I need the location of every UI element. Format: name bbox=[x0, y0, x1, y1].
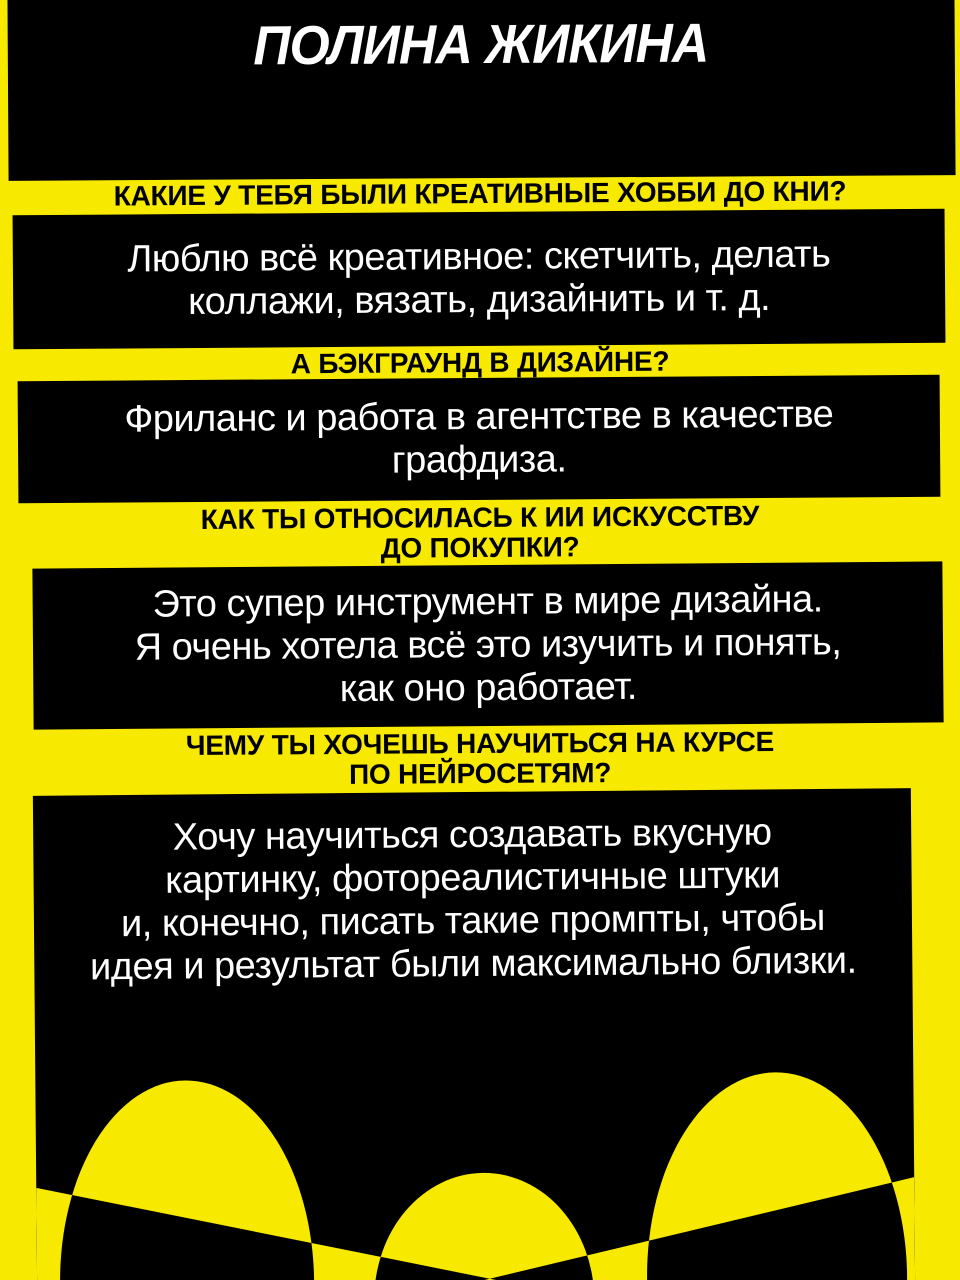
answer-block-3 bbox=[32, 561, 943, 729]
question-label-4: ЧЕМУ ТЫ ХОЧЕШЬ НАУЧИТЬСЯ НА КУРСЕ ПО НЕЙРОСЕТЯМ? bbox=[185, 725, 775, 790]
question-label-3: КАК ТЫ ОТНОСИЛАСЬ К ИИ ИСКУССТВУ ДО ПОКУПКИ? bbox=[200, 500, 760, 564]
page-title: ПОЛИНА ЖИКИНА bbox=[253, 11, 709, 77]
answer-block-1 bbox=[13, 209, 946, 350]
answer-block-4 bbox=[33, 788, 915, 1280]
answer-text-4: Хочу научиться создавать вкусную картинку, фотореалистичные штуки и, конечно, писать такие промпты, чтобы идея и результат были максимально близки. bbox=[89, 811, 857, 989]
answer-text-3: Это супер инструмент в мире дизайна. Я очень хотела всё это изучить и понять, как оно работает. bbox=[134, 578, 842, 711]
question-label-2: А БЭКГРАУНД В ДИЗАЙНЕ? bbox=[290, 345, 670, 379]
title-block bbox=[7, 0, 955, 181]
question-label-1: КАКИЕ У ТЕБЯ БЫЛИ КРЕАТИВНЫЕ ХОББИ ДО КНИ? bbox=[113, 175, 847, 212]
answer-text-1: Люблю всё креативное: скетчить, делать коллажи, вязать, дизайнить и т. д. bbox=[127, 233, 831, 324]
answer-block-2 bbox=[18, 375, 941, 503]
xor-ellipses-stripes-path bbox=[35, 1071, 915, 1280]
answer-text-2: Фриланс и работа в агентстве в качестве графдиза. bbox=[124, 393, 834, 482]
